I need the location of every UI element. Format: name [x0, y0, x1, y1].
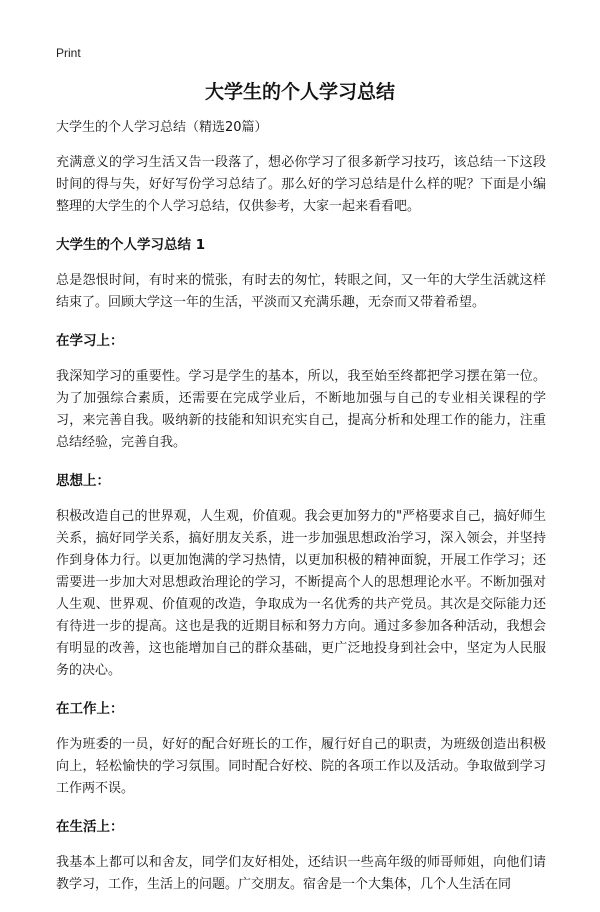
work-heading: 在工作上：	[56, 701, 124, 717]
life-paragraph: 我基本上都可以和舍友，同学们友好相处，还结识一些高年级的师哥师姐，向他们请教学习，工作，生活上的问题。广交朋友。宿舍是一个大集体，几个人生活在同	[56, 855, 546, 892]
section1-heading: 大学生的个人学习总结 1	[56, 237, 206, 253]
subtitle: 大学生的个人学习总结（精选20篇）	[56, 120, 268, 135]
thought-paragraph: 积极改造自己的世界观，人生观，价值观。我会更加努力的"严格要求自己，搞好师生关系，搞好同学关系，搞好朋友关系，进一步加强思想政治学习，深入领会，并坚持作到身体力行。以更加饱满的学习热情，以更加积极的精神面貌，开展工作学习；还需要进一步加大对思想政治理论的学习，不断提高个人的思想理论水平。不断加强对人生观、世界观、价值观的改造，争取成为一名优秀的共产党员。其次是交际能力还有待进一步的提高。这也是我的近期目标和努力方向。通过多参加各种活动，我想会有明显的改善，这也能增加自己的群众基础，更广泛地投身到社会中，坚定为人民服务的决心。	[56, 509, 546, 678]
page-title: 大学生的个人学习总结	[204, 81, 395, 103]
document-body	[56, 118, 546, 912]
section1-paragraph: 总是怨恨时间，有时来的慌张，有时去的匆忙，转眼之间，又一年的大学生活就这样结束了。回顾大学这一年的生活，平淡而又充满乐趣，无奈而又带着希望。	[56, 273, 546, 310]
study-heading: 在学习上：	[56, 333, 124, 349]
print-link[interactable]: Print	[56, 46, 81, 60]
life-heading: 在生活上：	[56, 819, 124, 835]
work-paragraph: 作为班委的一员，好好的配合好班长的工作，履行好自己的职责，为班级创造出积极向上，轻松愉快的学习氛围。同时配合好校、院的各项工作以及活动。争取做到学习工作两不误。	[56, 737, 546, 796]
thought-heading: 思想上：	[56, 473, 110, 489]
study-paragraph: 我深知学习的重要性。学习是学生的基本，所以，我至始至终都把学习摆在第一位。为了加强综合素质，还需要在完成学业后，不断地加强与自己的专业相关课程的学习，来完善自我。吸纳新的技能和知识充实自己，提高分析和处理工作的能力，注重总结经验，完善自我。	[56, 369, 546, 450]
intro-paragraph: 充满意义的学习生活又告一段落了，想必你学习了很多新学习技巧，该总结一下这段时间的得与失，好好写份学习总结了。那么好的学习总结是什么样的呢？下面是小编整理的大学生的个人学习总结，仅供参考，大家一起来看看吧。	[56, 155, 546, 214]
